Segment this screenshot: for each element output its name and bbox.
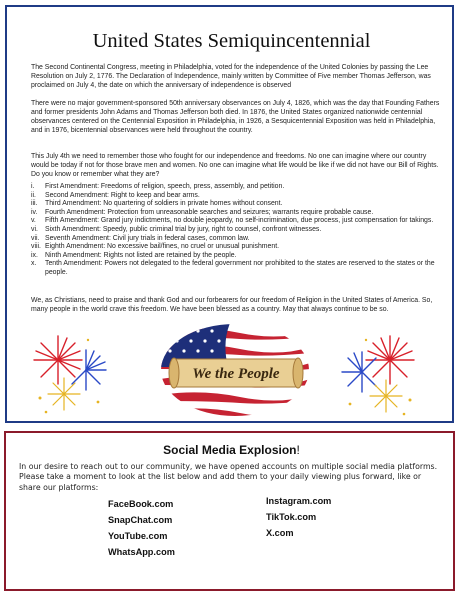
remember-paragraph: This July 4th we need to remember those who fought for our independence and freedoms. No one can imagine where our country would be today if not for those brave men and women. No one can imagine what life would be like if we did not have our Bill of Rights. Do you know or remember what they are? (31, 153, 439, 178)
firework-blue (342, 352, 376, 392)
firework-red (34, 336, 82, 384)
list-item: ii. Second Amendment: Right to keep and bear arms. (31, 191, 200, 199)
scroll-heading: We the People (192, 366, 280, 382)
firework-gold (370, 380, 402, 412)
platform-link[interactable]: TikTok.com (266, 512, 317, 522)
list-item: iv. Fourth Amendment: Protection from unreasonable searches and seizures; warrants require probable cause. (31, 208, 374, 216)
list-item: ix. Ninth Amendment: Rights not listed are retained by the people. (31, 251, 237, 259)
list-item: iii. Third Amendment: No quartering of soldiers in private homes without consent. (31, 200, 283, 208)
platform-link[interactable]: YouTube.com (108, 531, 168, 541)
platform-link[interactable]: SnapChat.com (108, 515, 173, 525)
platforms-right (266, 493, 331, 541)
social-media-description: In our desire to reach out to our community, we have opened accounts on multiple social media platforms. Please take a moment to look at the list below and add them to your daily viewing plus forward, like or share our platforms: (19, 462, 438, 492)
history-paragraph: The Second Continental Congress, meeting in Philadelphia, voted for the independence of the United Colonies by passing the Lee Resolution on July 2, 1776. The Declaration of Independence, mainly written by Committee of Five member Thomas Jefferson, was proclaimed on July 4, the date on which the anniversary of independence is observed (31, 64, 431, 89)
bill-of-rights-list (31, 183, 443, 278)
social-media-title: Social Media Explosion! (163, 443, 300, 457)
platforms-left (108, 496, 175, 560)
list-item: x. Tenth Amendment: Powers not delegated to the federal government nor prohibited to the states are reserved to the states or the people. (31, 260, 435, 276)
platform-link[interactable]: X.com (266, 528, 294, 538)
page-title: United States Semiquincentennial (92, 30, 371, 52)
list-item: vi. Sixth Amendment: Speedy, public criminal trial by jury, right to counsel, confront witnesses. (31, 225, 322, 233)
list-item: v. Fifth Amendment: Grand jury indictments, no double jeopardy, no self-incrimination, due process, just compensation for takings. (31, 217, 434, 225)
firework-blue (72, 350, 106, 390)
closing-paragraph: We, as Christians, need to praise and thank God and our forbearers for our freedom of Religion in the United States of America. So, many people in the world crave this freedom. We have been blessed as a country. May that always continue to be so. (31, 297, 433, 313)
we-the-people-image (160, 323, 310, 417)
platform-link[interactable]: FaceBook.com (108, 499, 174, 509)
anniversary-paragraph: There were no major government-sponsored 50th anniversary observances on July 4, 1826, which was the day that Founding Fathers and former presidents John Adams and Thomas Jefferson both died. In 1876, the United States organized nationwide centennial observances centered on the Centennial Exposition in Philadelphia, in 1926, a Sesquicentennial Exposition was held in Philadelphia, and in 1976, bicentennial observances were held throughout the country. (31, 100, 440, 134)
platform-link[interactable]: WhatsApp.com (108, 547, 175, 557)
list-item: viii. Eighth Amendment: No excessive bail/fines, no cruel or unusual punishment. (31, 243, 280, 251)
constitution-scroll (169, 358, 303, 388)
fireworks-image (336, 330, 422, 420)
list-item: vii. Seventh Amendment: Civil jury trials in federal cases, common law. (31, 234, 250, 242)
list-item: i. First Amendment: Freedoms of religion, speech, press, assembly, and petition. (31, 183, 285, 190)
fireworks-image (28, 330, 114, 420)
firework-gold (48, 378, 80, 410)
platform-link[interactable]: Instagram.com (266, 496, 332, 506)
